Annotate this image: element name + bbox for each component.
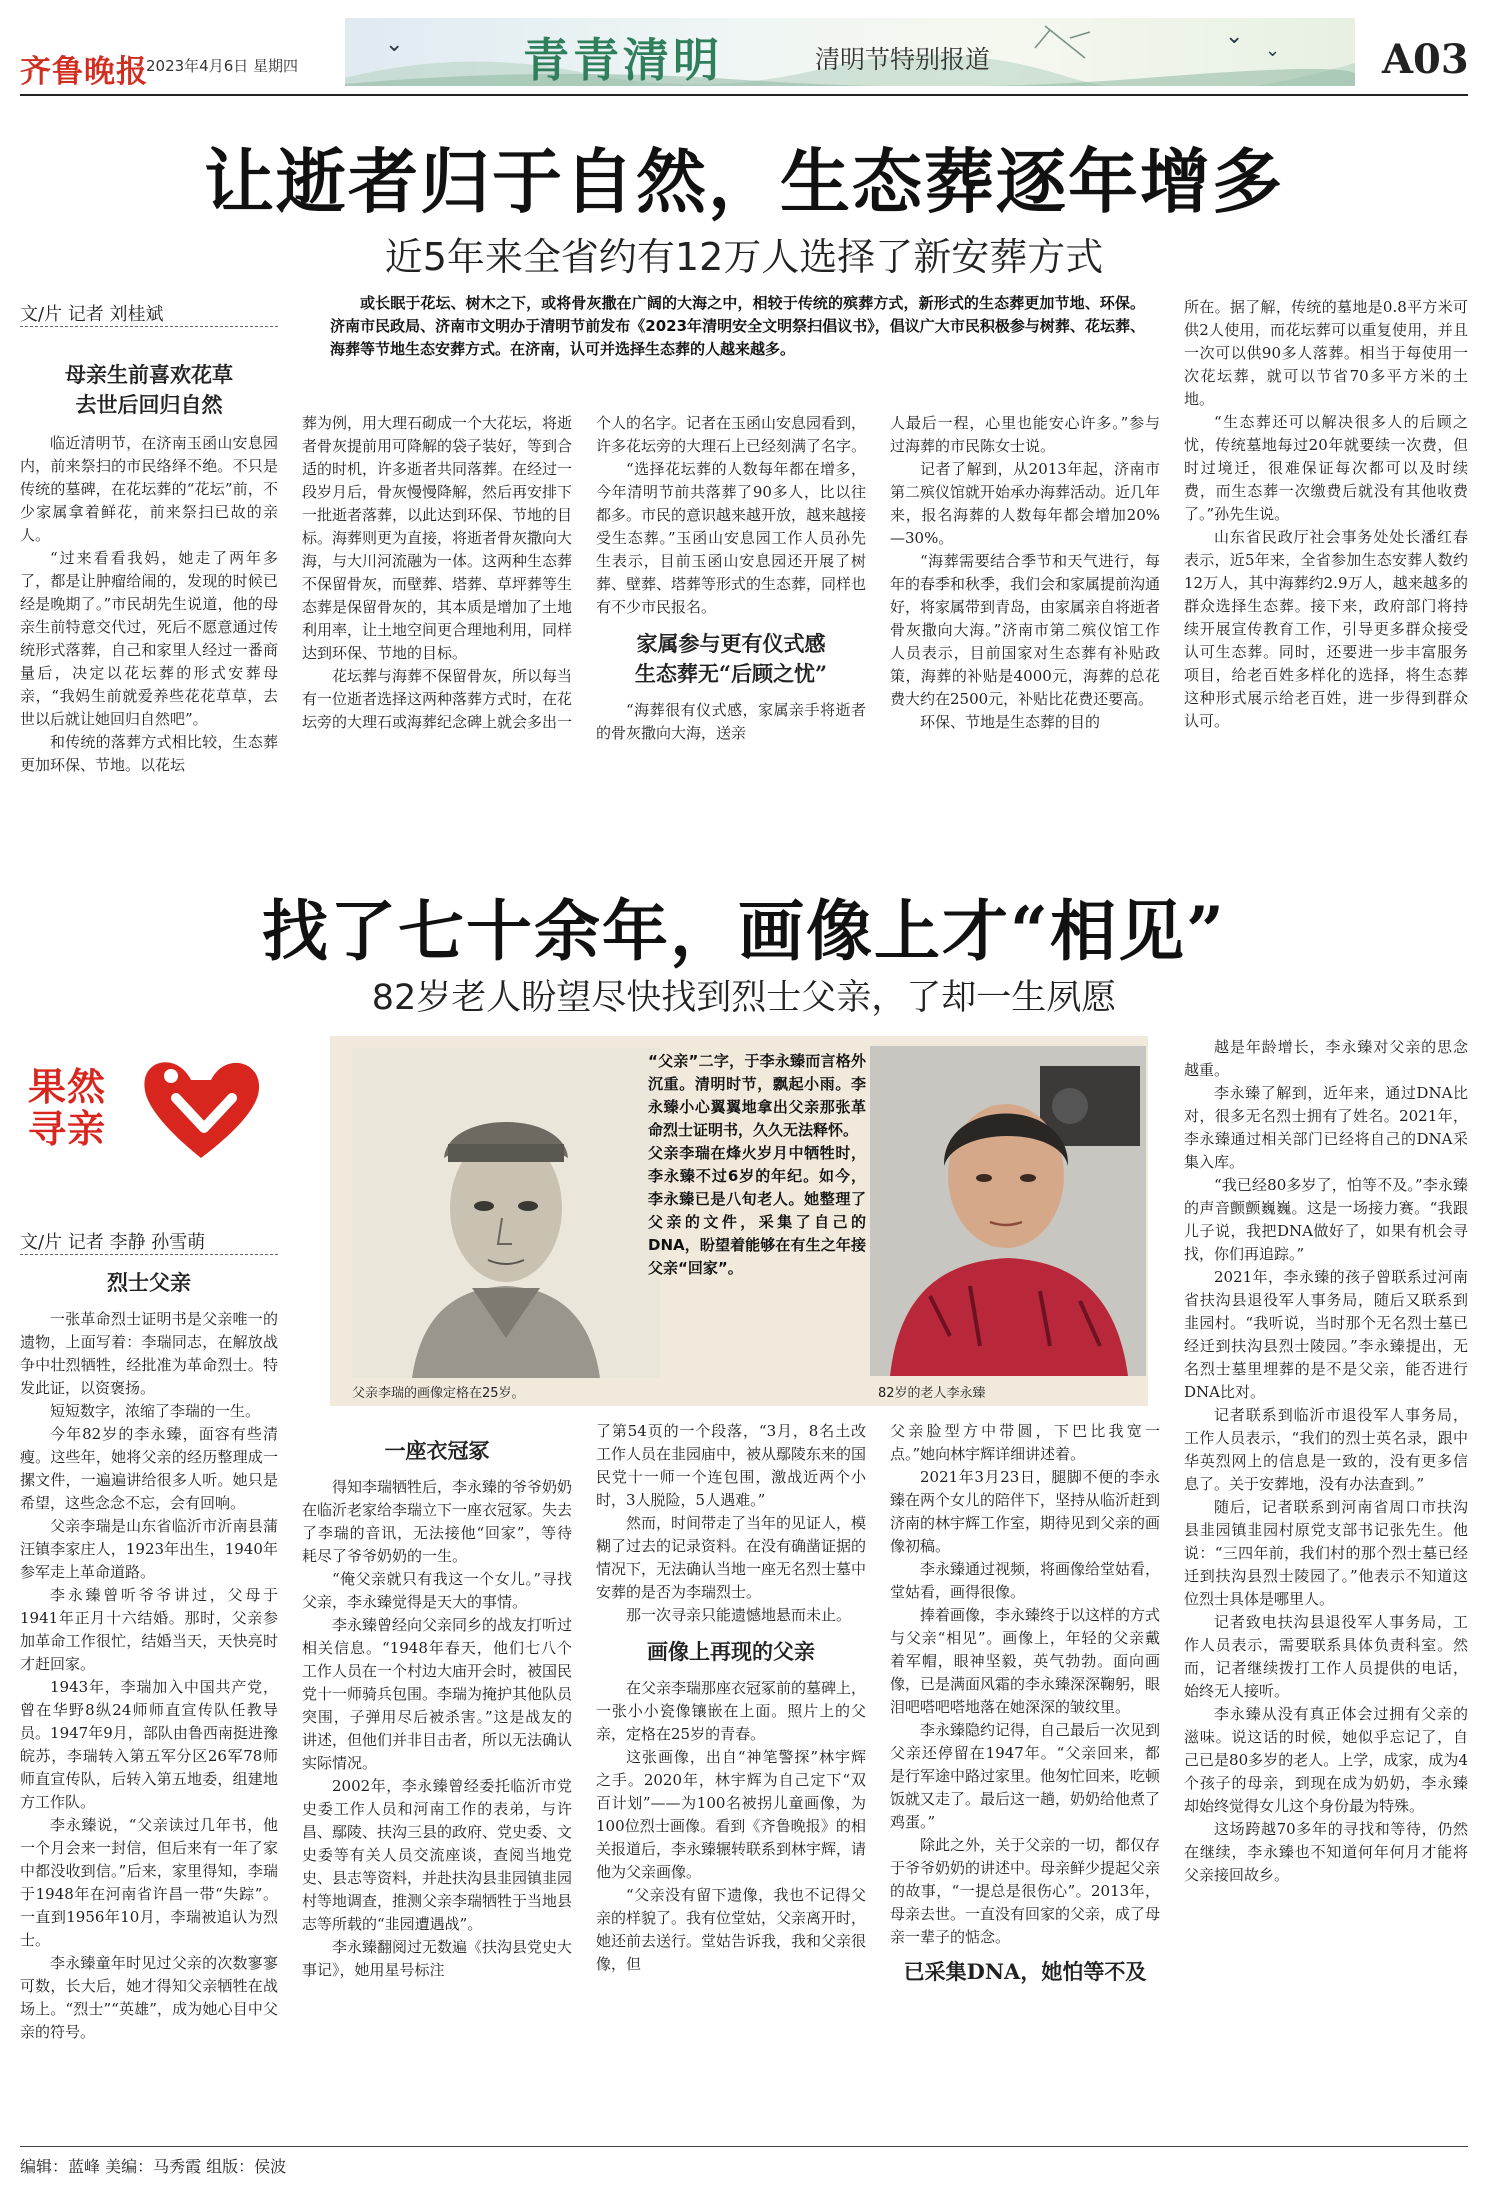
paragraph: 一张革命烈士证明书是父亲唯一的遗物，上面写着：李瑞同志，在解放战争中壮烈牺牲，经批准为革命烈士。特发此证，以资褒扬。: [20, 1310, 278, 1397]
article1-column-4: [890, 412, 1160, 734]
article1-headline: 让逝者归于自然，生态葬逐年增多: [204, 141, 1284, 223]
article1-column-1: [20, 360, 278, 777]
paragraph: 和传统的落葬方式相比较，生态葬更加环保、节地。以花坛: [20, 733, 278, 774]
paragraph: “生态葬还可以解决很多人的后顾之忧，传统墓地每过20年就要续一次费，但时过境迁，很难保证每次都可以及时续费，而生态葬一次缴费后就没有其他收费了。”孙先生说。: [1184, 413, 1468, 523]
elderly-woman-photo: [870, 1046, 1146, 1376]
paragraph: “俺父亲就只有我这一个女儿。”寻找父亲，李永臻觉得是天大的事情。: [302, 1570, 572, 1611]
article2-column-5: [1184, 1036, 1468, 1887]
article2-col3-subhead: 画像上再现的父亲: [647, 1639, 815, 1664]
paragraph: 了第54页的一个段落，“3月，8名土改工作人员在韭园庙中，被从鄢陵东来的国民党十一师一个连包围，激战近两个小时，3人脱险，5人遇难。”: [596, 1422, 867, 1509]
left-photo-caption: 父亲李瑞的画像定格在25岁。: [352, 1386, 525, 1401]
article1-column-3: [596, 412, 866, 745]
article2-byline: 文/片 记者 李静 孙雪萌: [20, 1232, 206, 1253]
paragraph: 临近清明节，在济南玉函山安息园内，前来祭扫的市民络绎不绝。不只是传统的墓碑，在花坛葬的“花坛”前，不少家属拿着鲜花，前来祭扫已故的亲人。: [20, 434, 278, 544]
swallow-icon-3: ⌄: [1265, 40, 1281, 61]
paragraph: 记者联系到临沂市退役军人事务局，工作人员表示，“我们的烈士英名录，跟中华英烈网上的信息是一致的，没有更多信息了。关于安葬地，没有办法查到。”: [1184, 1406, 1468, 1493]
article2-column-1: [20, 1262, 278, 2044]
banner-title: 青青清明: [523, 33, 723, 86]
article2-col1-subhead: 烈士父亲: [107, 1270, 191, 1295]
paragraph: 父亲李瑞是山东省临沂市沂南县蒲汪镇李家庄人，1923年出生，1940年参军走上革命道路。: [20, 1517, 278, 1581]
paragraph: 在父亲李瑞那座衣冠冢前的墓碑上，一张小小瓷像镶嵌在上面。照片上的父亲，定格在25岁的青春。: [596, 1679, 867, 1743]
paragraph: 父亲脸型方中带圆，下巴比我宽一点。”她向林宇辉详细讲述着。: [890, 1422, 1160, 1463]
paragraph: “选择花坛葬的人数每年都在增多，今年清明节前共落葬了90多人，比以往都多。市民的意识越来越开放，越来越接受生态葬。”玉函山安息园工作人员孙先生表示，目前玉函山安息园还开展了树葬、壁葬、塔葬等形式的生态葬，同样也有不少市民报名。: [596, 460, 867, 616]
article2-column-2: [302, 1436, 572, 1982]
paragraph: 环保、节地是生态葬的目的: [920, 713, 1101, 731]
article2-headline: 找了七十余年，画像上才“相见”: [262, 892, 1226, 970]
article1-subheadline: 近5年来全省约有12万人选择了新安葬方式: [384, 235, 1104, 279]
paragraph: 山东省民政厅社会事务处处长潘红春表示，近5年来，全省参加生态安葬人数约12万人，其中海葬约2.9万人，越来越多的群众选择生态葬。接下来，政府部门将持续开展宣传教育工作，引导更多群众接受认可生态葬。同时，还要进一步丰富服务项目，给老百姓多样化的选择，将生态葬这种形式展示给老百姓，进一步得到群众认可。: [1184, 528, 1468, 730]
paragraph: 李永臻童年时见过父亲的次数寥寥可数，长大后，她才得知父亲牺牲在战场上。“烈士”“英雄”，成为她心目中父亲的符号。: [20, 1954, 278, 2041]
paragraph: 李永臻从没有真正体会过拥有父亲的滋味。说这话的时候，她似乎忘记了，自己已是80多岁的老人。上学，成家，成为4个孩子的母亲，到现在成为奶奶，李永臻却始终觉得女儿这个身份最为特殊。: [1184, 1705, 1468, 1815]
swallow-icon: ⌄: [385, 32, 404, 57]
paragraph: 个人的名字。记者在玉函山安息园看到，许多花坛旁的大理石上已经刻满了名字。: [596, 414, 867, 455]
paragraph: 李永臻通过视频，将画像给堂姑看，堂姑看，画得很像。: [890, 1560, 1161, 1601]
paragraph: 李永臻说，“父亲读过几年书，他一个月会来一封信，但后来有一年了家中都没收到信。”后来，家里得知，李瑞于1948年在河南省许昌一带“失踪”。一直到1956年10月，李瑞被追认为烈士。: [20, 1816, 278, 1949]
section-banner: [345, 18, 1355, 86]
article1-column-2: [302, 412, 572, 734]
editor-credits: 编辑：蓝峰 美编：马秀霞 组版：侯波: [20, 2157, 287, 2176]
paragraph: 2021年，李永臻的孩子曾联系过河南省扶沟县退役军人事务局，随后又联系到韭园村。“我听说，当时那个无名烈士墓已经迁到扶沟县烈士陵园。”李永臻提出，无名烈士墓里埋葬的是不是父亲，能否进行DNA比对。: [1184, 1268, 1468, 1401]
paragraph: 2021年3月23日，腿脚不便的李永臻在两个女儿的陪伴下，坚持从临沂赶到济南的林宇辉工作室，期待见到父亲的画像初稿。: [890, 1468, 1161, 1555]
issue-date: 2023年4月6日 星期四: [146, 57, 299, 75]
article2-col2-subhead: 一座衣冠冢: [384, 1438, 490, 1463]
article2-column-3: [596, 1420, 866, 1976]
masthead-rule: [20, 94, 1468, 96]
paragraph: 捧着画像，李永臻终于以这样的方式与父亲“相见”。画像上，年轻的父亲戴着军帽，眼神坚毅，英气勃勃。面向画像，已是满面风霜的李永臻深深鞠躬，眼泪吧嗒吧嗒地落在她深深的皱纹里。: [890, 1606, 1161, 1716]
paragraph: “我已经80多岁了，怕等不及。”李永臻的声音颤颤巍巍。这是一场接力赛。“我跟儿子说，我把DNA做好了，如果有机会寻找，你们再追踪。”: [1184, 1176, 1468, 1263]
page-number: A03: [1382, 36, 1469, 83]
newspaper-logo: 齐鲁晚报: [20, 54, 148, 90]
column-logo-text: 果然寻亲: [28, 1065, 107, 1151]
paragraph: 记者了解到，从2013年起，济南市第二殡仪馆就开始承办海葬活动。近几年来，报名海葬的人数每年都会增加20%—30%。: [890, 460, 1161, 547]
paragraph: 那一次寻亲只能遗憾地悬而未止。: [626, 1606, 852, 1624]
paragraph: 得知李瑞牺牲后，李永臻的爷爷奶奶在临沂老家给李瑞立下一座衣冠冢。失去了李瑞的音讯，无法接他“回家”，等待耗尽了爷爷奶奶的一生。: [302, 1478, 573, 1565]
right-photo-caption: 82岁的老人李永臻: [878, 1386, 986, 1401]
article2-column-4: [890, 1420, 1160, 1987]
paragraph: 李永臻了解到，近年来，通过DNA比对，很多无名烈士拥有了姓名。2021年，李永臻通过相关部门已经将自己的DNA采集入库。: [1184, 1084, 1468, 1171]
paragraph: 然而，时间带走了当年的见证人，模糊了过去的记录资料。在没有确凿证据的情况下，无法确认当地一座无名烈士墓中安葬的是否为李瑞烈士。: [596, 1514, 867, 1601]
byline-rule: [20, 1254, 278, 1255]
paragraph: 短短数字，浓缩了李瑞的一生。: [50, 1402, 261, 1420]
swallow-icon-2: ⌄: [1225, 24, 1244, 49]
paragraph: 这场跨越70多年的寻找和等待，仍然在继续，李永臻也不知道何年何月才能将父亲接回故乡。: [1184, 1820, 1468, 1884]
paragraph: 人最后一程，心里也能安心许多。”参与过海葬的市民陈女士说。: [890, 414, 1160, 455]
paragraph: 花坛葬与海葬不保留骨灰，所以每当有一位逝者选择这两种落葬方式时，在花坛旁的大理石或海葬纪念碑上就会多出一: [302, 667, 573, 731]
paragraph: 李永臻曾经向父亲同乡的战友打听过相关信息。“1948年春天，他们七八个工作人员在一个村边大庙开会时，被国民党十一师骑兵包围。李瑞为掩护其他队员突围，子弹用尽后被杀害。”这是战友的讲述，但他们并非目击者，所以无法确认实际情况。: [302, 1616, 573, 1772]
article1-col1-subhead: 母亲生前喜欢花草 去世后回归自然: [65, 362, 233, 417]
paragraph: 2002年，李永臻曾经委托临沂市党史委工作人员和河南工作的表弟，与许昌、鄢陵、扶沟三县的政府、党史委、文史委等有关人员交流座谈，查阅当地党史、县志等资料，并赴扶沟县韭园镇韭园村等地调查，推测父亲李瑞牺牲于当地县志等所载的“韭园遭遇战”。: [302, 1777, 573, 1933]
paragraph: 李永臻隐约记得，自己最后一次见到父亲还停留在1947年。“父亲回来，都是行军途中路过家里。他匆忙回来，吃顿饭就又走了。最后这一趟，奶奶给他煮了鸡蛋。”: [890, 1721, 1161, 1831]
paragraph: 李永臻翻阅过无数遍《扶沟县党史大事记》，她用星号标注: [302, 1938, 573, 1979]
article1-byline: 文/片 记者 刘桂斌: [20, 304, 164, 325]
paragraph: 越是年龄增长，李永臻对父亲的思念越重。: [1184, 1038, 1468, 1079]
paragraph: “父亲没有留下遗像，我也不记得父亲的样貌了。我有位堂姑，父亲离开时，她还前去送行。堂姑告诉我，我和父亲很像，但: [596, 1886, 867, 1973]
article1-col3-subhead: 家属参与更有仪式感 生态葬无“后顾之忧”: [634, 631, 828, 686]
photo-panel: [330, 1036, 1148, 1406]
paragraph: 所在。据了解，传统的墓地是0.8平方米可供2人使用，而花坛葬可以重复使用，并且一次可以供90多人落葬。相当于每使用一次花坛葬，就可以节省70多平方米的土地。: [1184, 298, 1468, 408]
article1-column-5: [1184, 296, 1468, 733]
paragraph: “海葬需要结合季节和天气进行，每年的春季和秋季，我们会和家属提前沟通好，将家属带到青岛，由家属亲自将逝者骨灰撒向大海。”济南市第二殡仪馆工作人员表示，目前国家对生态葬有补贴政策，海葬的补贴是4000元，海葬的总花费大约在2500元，补贴比花费还要高。: [890, 552, 1161, 708]
paragraph: “海葬很有仪式感，家属亲手将逝者的骨灰撒向大海，送亲: [596, 701, 866, 742]
paragraph: 除此之外，关于父亲的一切，都仅存于爷爷奶奶的讲述中。母亲鲜少提起父亲的故事，“一提总是很伤心”。2013年，母亲去世。一直没有回家的父亲，成了母亲一辈子的惦念。: [890, 1836, 1161, 1946]
photo-text: “父亲”二字，于李永臻而言格外沉重。清明时节，飘起小雨。李永臻小心翼翼地拿出父亲那张革命烈士证明书，久久无法释怀。 父亲李瑞在烽火岁月中牺牲时，李永臻不过6岁的年纪。如今，李永臻已是八旬老人。她整理了父亲的文件，采集了自己的DNA，盼望着能够在有生之年接父亲“回家”。: [648, 1052, 866, 1277]
column-logo: [26, 1040, 276, 1180]
banner-subtitle: 清明节特别报道: [815, 45, 991, 74]
paragraph: 这张画像，出自“神笔警探”林宇辉之手。2020年，林宇辉为自己定下“双百计划”——为100名被拐儿童画像，为100位烈士画像。看到《齐鲁晚报》的相关报道后，李永臻辗转联系到林宇辉，请他为父亲画像。: [596, 1748, 867, 1881]
paragraph: “过来看看我妈，她走了两年多了，都是让肿瘤给闹的，发现的时候已经是晚期了。”市民胡先生说道，他的母亲生前特意交代过，死后不愿意通过传统形式落葬，自己和家里人经过一番商量后，决定以花坛葬的形式安葬母亲，“我妈生前就爱养些花花草草，去世以后就让她回归自然吧”。: [20, 549, 278, 728]
article2-col4-subhead: 已采集DNA，她怕等不及: [903, 1959, 1147, 1984]
footer-rule: [20, 2146, 1468, 2147]
paragraph: 今年82岁的李永臻，面容有些清瘦。这些年，她将父亲的经历整理成一摞文件，一遍遍讲给很多人听。她只是希望，这些念念不忘，会有回响。: [20, 1425, 278, 1512]
article1-lead: 或长眠于花坛、树木之下，或将骨灰撒在广阔的大海之中，相较于传统的殡葬方式，新形式的生态葬更加节地、环保。济南市民政局、济南市文明办于清明节前发布《2023年清明安全文明祭扫倡议书》，倡议广大市民积极参与树葬、花坛葬、海葬等节地生态安葬方式。在济南，认可并选择生态葬的人越来越多。: [330, 294, 1145, 358]
paragraph: 随后，记者联系到河南省周口市扶沟县韭园镇韭园村原党支部书记张先生。他说：“三四年前，我们村的那个烈士墓已经迁到扶沟县烈士陵园了。”他表示不知道这位烈士具体是哪里人。: [1184, 1498, 1468, 1608]
paragraph: 葬为例，用大理石砌成一个大花坛，将逝者骨灰提前用可降解的袋子装好，等到合适的时机，许多逝者共同落葬。在经过一段岁月后，骨灰慢慢降解，然后再安排下一批逝者落葬，以此达到环保、节地的目标。海葬则更为直接，将逝者骨灰撒向大海，与大川河流融为一体。这两种生态葬不保留骨灰，而壁葬、塔葬、草坪葬等生态葬是保留骨灰的，其本质是增加了土地利用率，让土地空间更合理地利用，同样达到环保、节地的目标。: [302, 414, 573, 662]
article2-subheadline: 82岁老人盼望尽快找到烈士父亲，了却一生夙愿: [371, 978, 1117, 1018]
paragraph: 李永臻曾听爷爷讲过，父母于1941年正月十六结婚。那时，父亲参加革命工作很忙，结婚当天，天快亮时才赶回家。: [20, 1586, 278, 1673]
paragraph: 1943年，李瑞加入中国共产党，曾在华野8纵24师师直宣传队任教导员。1947年9月，部队由鲁西南挺进豫皖苏，李瑞转入第五军分区26军78师师直宣传队，后转入第五地委，组建地方工作队。: [20, 1678, 278, 1811]
portrait-sketch-image: [352, 1048, 660, 1378]
byline-rule: [20, 326, 278, 327]
paragraph: 记者致电扶沟县退役军人事务局，工作人员表示，需要联系具体负责科室。然而，记者继续拨打工作人员提供的电话，始终无人接听。: [1184, 1613, 1468, 1700]
